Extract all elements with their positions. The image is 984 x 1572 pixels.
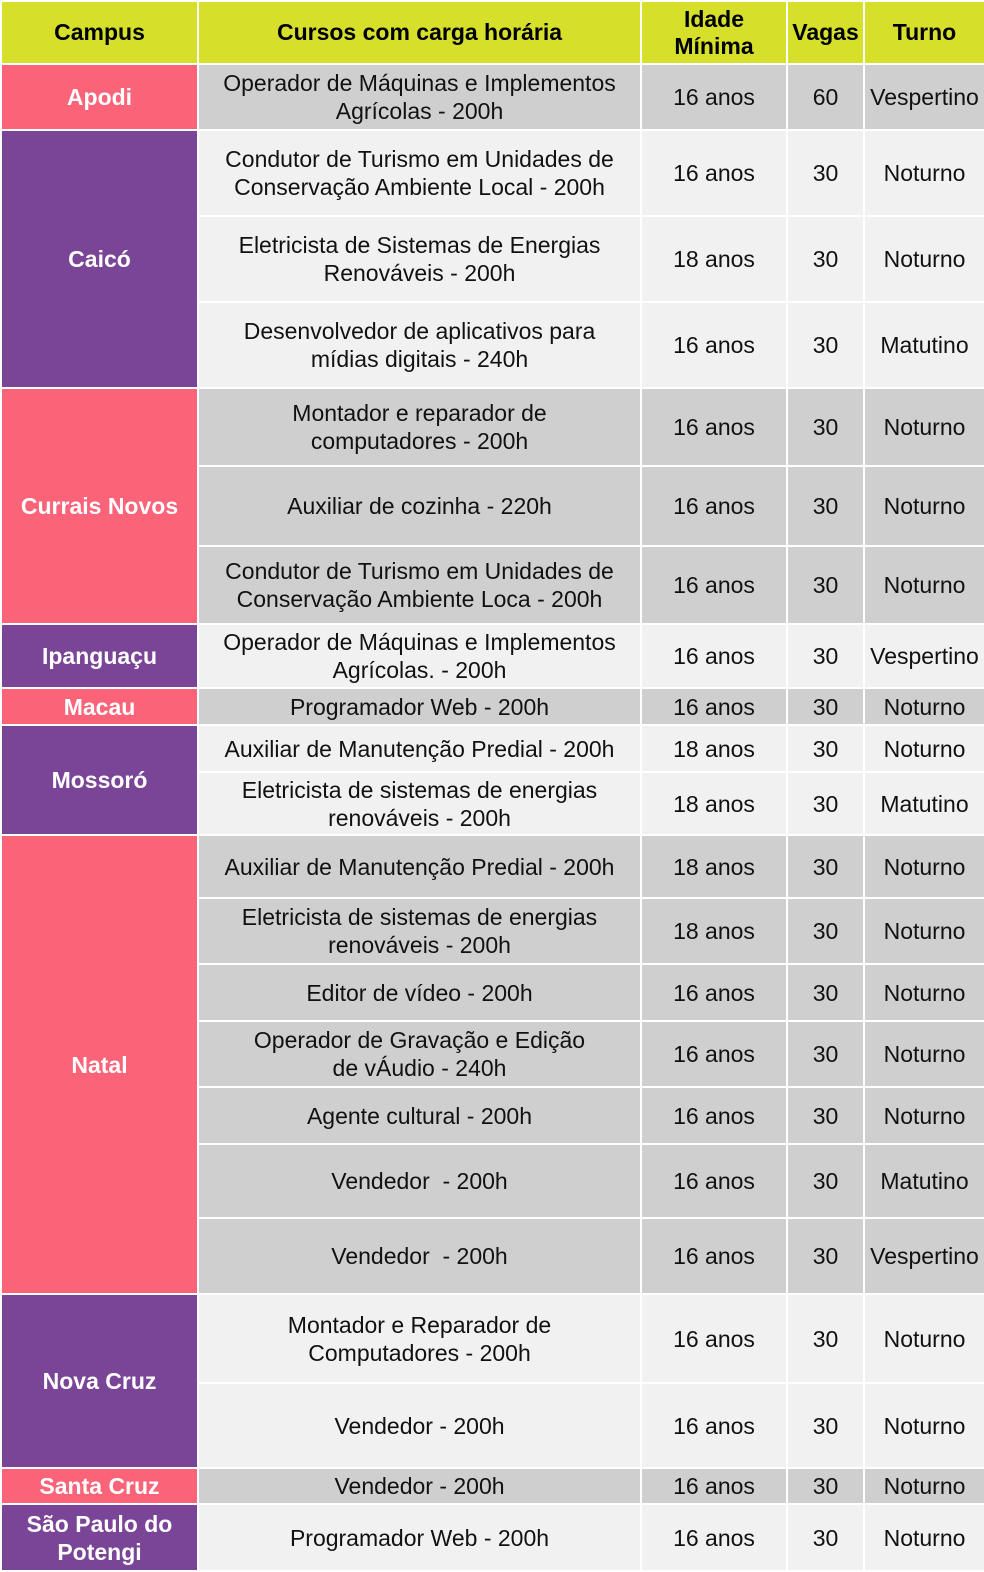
course-cell: Vendedor - 200h — [198, 1383, 641, 1468]
course-cell: Editor de vídeo - 200h — [198, 964, 641, 1021]
shift-cell: Matutino — [864, 302, 984, 388]
course-cell: Auxiliar de cozinha - 220h — [198, 466, 641, 546]
seats-cell: 30 — [787, 546, 864, 624]
header-cursos: Cursos com carga horária — [198, 1, 641, 64]
age-cell: 16 anos — [641, 1021, 787, 1087]
seats-cell: 30 — [787, 302, 864, 388]
shift-cell: Noturno — [864, 1021, 984, 1087]
course-line: Computadores - 200h — [308, 1339, 531, 1366]
course-cell — [198, 1294, 641, 1383]
header-idade-line1: Idade — [683, 5, 745, 32]
seats-cell: 30 — [787, 1218, 864, 1294]
course-cell — [198, 624, 641, 688]
age-cell: 18 anos — [641, 898, 787, 964]
shift-cell: Noturno — [864, 1383, 984, 1468]
age-cell: 16 anos — [641, 466, 787, 546]
campus-line: Potengi — [57, 1538, 142, 1565]
course-cell: Programador Web - 200h — [198, 1504, 641, 1571]
age-cell: 16 anos — [641, 688, 787, 725]
age-cell: 16 anos — [641, 1468, 787, 1504]
table-row — [1, 1294, 984, 1383]
age-cell: 16 anos — [641, 1294, 787, 1383]
course-line: renováveis - 200h — [328, 932, 511, 958]
seats-cell: 30 — [787, 1504, 864, 1571]
age-cell: 18 anos — [641, 216, 787, 302]
shift-cell: Noturno — [864, 1087, 984, 1144]
table-row — [1, 688, 984, 725]
campus-cell-currais-novos: Currais Novos — [1, 388, 198, 624]
course-cell: Vendedor - 200h — [198, 1144, 641, 1218]
table-row — [1, 835, 984, 898]
header-vagas: Vagas — [787, 1, 864, 64]
shift-cell: Noturno — [864, 130, 984, 216]
shift-cell: Noturno — [864, 835, 984, 898]
shift-cell: Noturno — [864, 964, 984, 1021]
age-cell: 18 anos — [641, 725, 787, 772]
shift-cell: Noturno — [864, 1294, 984, 1383]
course-line: Eletricista de Sistemas de Energias — [238, 232, 601, 258]
campus-cell-ipanguacu: Ipanguaçu — [1, 624, 198, 688]
course-line: de vÁudio - 240h — [332, 1055, 507, 1081]
age-cell: 16 anos — [641, 1218, 787, 1294]
course-cell: Programador Web - 200h — [198, 688, 641, 725]
age-cell: 16 anos — [641, 1383, 787, 1468]
table-row — [1, 64, 984, 130]
seats-cell: 30 — [787, 1021, 864, 1087]
course-line: Renováveis - 200h — [323, 260, 516, 286]
shift-cell: Vespertino — [864, 1218, 984, 1294]
seats-cell: 30 — [787, 130, 864, 216]
course-line: Agrícolas - 200h — [335, 98, 504, 124]
course-line: Montador e Reparador de — [287, 1311, 552, 1338]
shift-cell: Noturno — [864, 898, 984, 964]
campus-cell-santa-cruz: Santa Cruz — [1, 1468, 198, 1504]
course-cell: Vendedor - 200h — [198, 1218, 641, 1294]
course-line: Operador de Máquinas e Implementos — [223, 629, 616, 655]
course-cell — [198, 130, 641, 216]
age-cell: 16 anos — [641, 1087, 787, 1144]
shift-cell: Matutino — [864, 772, 984, 835]
header-turno: Turno — [864, 1, 984, 64]
course-cell: Agente cultural - 200h — [198, 1087, 641, 1144]
header-campus: Campus — [1, 1, 198, 64]
seats-cell: 30 — [787, 688, 864, 725]
course-line: Condutor de Turismo em Unidades de — [225, 558, 614, 584]
seats-cell: 30 — [787, 388, 864, 466]
shift-cell: Noturno — [864, 725, 984, 772]
campus-cell-natal: Natal — [1, 835, 198, 1294]
campus-cell-nova-cruz: Nova Cruz — [1, 1294, 198, 1468]
seats-cell: 30 — [787, 1144, 864, 1218]
course-cell — [198, 546, 641, 624]
campus-cell-caico: Caicó — [1, 130, 198, 388]
seats-cell: 30 — [787, 216, 864, 302]
course-line: Agrícolas. - 200h — [332, 657, 507, 683]
shift-cell: Noturno — [864, 1468, 984, 1504]
course-line: Desenvolvedor de aplicativos para — [243, 318, 596, 344]
course-cell: Auxiliar de Manutenção Predial - 200h — [198, 725, 641, 772]
age-cell: 16 anos — [641, 130, 787, 216]
seats-cell: 30 — [787, 964, 864, 1021]
course-line: Conservação Ambiente Local - 200h — [234, 174, 605, 200]
seats-cell: 30 — [787, 624, 864, 688]
shift-cell: Noturno — [864, 688, 984, 725]
campus-cell-macau: Macau — [1, 688, 198, 725]
course-line: Operador de Máquinas e Implementos — [223, 70, 616, 96]
shift-cell: Noturno — [864, 388, 984, 466]
header-idade-minima — [641, 1, 787, 64]
table-row — [1, 1504, 984, 1571]
course-line: computadores - 200h — [310, 428, 529, 454]
age-cell: 16 anos — [641, 624, 787, 688]
course-cell — [198, 1021, 641, 1087]
age-cell: 16 anos — [641, 302, 787, 388]
campus-cell-apodi: Apodi — [1, 64, 198, 130]
course-cell — [198, 64, 641, 130]
table-row — [1, 1468, 984, 1504]
course-cell — [198, 302, 641, 388]
seats-cell: 30 — [787, 1383, 864, 1468]
campus-cell-mossoro: Mossoró — [1, 725, 198, 835]
seats-cell: 60 — [787, 64, 864, 130]
age-cell: 16 anos — [641, 388, 787, 466]
table-row — [1, 130, 984, 216]
course-line: Operador de Gravação e Edição — [253, 1027, 586, 1053]
table-row — [1, 725, 984, 772]
age-cell: 16 anos — [641, 1144, 787, 1218]
header-idade-line2: Mínima — [674, 32, 754, 59]
course-cell — [198, 898, 641, 964]
course-line: mídias digitais - 240h — [310, 346, 529, 372]
table-row — [1, 388, 984, 466]
shift-cell: Noturno — [864, 466, 984, 546]
age-cell: 16 anos — [641, 64, 787, 130]
course-cell — [198, 216, 641, 302]
course-line: Conservação Ambiente Loca - 200h — [236, 586, 603, 612]
course-cell — [198, 388, 641, 466]
course-cell — [198, 772, 641, 835]
campus-cell-sao-paulo-do-potengi — [1, 1504, 198, 1571]
seats-cell: 30 — [787, 725, 864, 772]
course-cell: Auxiliar de Manutenção Predial - 200h — [198, 835, 641, 898]
shift-cell: Matutino — [864, 1144, 984, 1218]
seats-cell: 30 — [787, 466, 864, 546]
course-cell: Vendedor - 200h — [198, 1468, 641, 1504]
table-row — [1, 624, 984, 688]
course-line: renováveis - 200h — [328, 804, 511, 831]
seats-cell: 30 — [787, 1294, 864, 1383]
shift-cell: Vespertino — [864, 64, 984, 130]
course-line: Condutor de Turismo em Unidades de — [225, 146, 614, 172]
shift-cell: Noturno — [864, 546, 984, 624]
age-cell: 16 anos — [641, 964, 787, 1021]
seats-cell: 30 — [787, 898, 864, 964]
seats-cell: 30 — [787, 1468, 864, 1504]
age-cell: 18 anos — [641, 835, 787, 898]
shift-cell: Noturno — [864, 216, 984, 302]
shift-cell: Noturno — [864, 1504, 984, 1571]
course-line: Montador e reparador de — [292, 400, 547, 426]
course-line: Eletricista de sistemas de energias — [241, 904, 598, 930]
seats-cell: 30 — [787, 835, 864, 898]
shift-cell: Vespertino — [864, 624, 984, 688]
seats-cell: 30 — [787, 772, 864, 835]
age-cell: 18 anos — [641, 772, 787, 835]
seats-cell: 30 — [787, 1087, 864, 1144]
campus-line: São Paulo do — [26, 1510, 173, 1537]
course-line: Eletricista de sistemas de energias — [241, 776, 598, 803]
age-cell: 16 anos — [641, 546, 787, 624]
header-row — [1, 1, 984, 64]
age-cell: 16 anos — [641, 1504, 787, 1571]
